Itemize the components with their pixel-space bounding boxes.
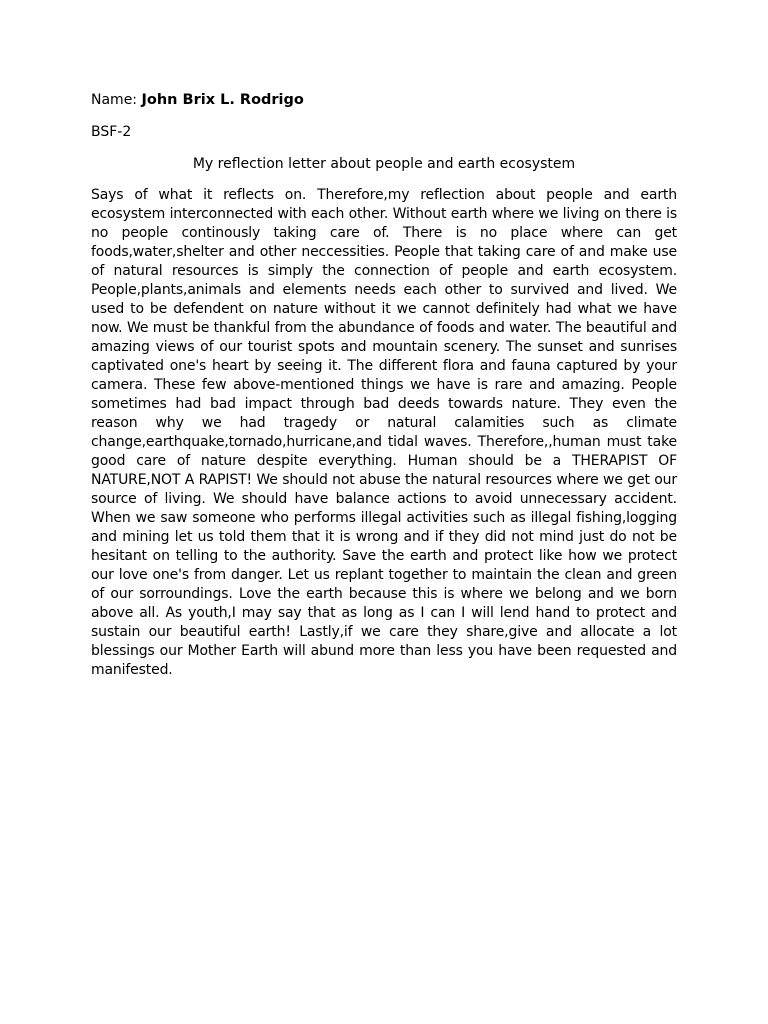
author-line bbox=[91, 90, 304, 110]
author-name: John Brix L. Rodrigo bbox=[141, 92, 304, 108]
body-paragraph: Says of what it reflects on. Therefore,my reflection about people and earth ecosystem interconnected with each other. Without earth where we living on there is no people continously taking care of. There is no place where can get foods,water,shelter and other neccessities. People that taking care of and make use of natural resources is simply the connection of people and earth ecosystem. People,plants,animals and elements needs each other to survived and lived. We used to be defendent on nature without it we cannot definitely had what we have now. We must be thankful from the abundance of foods and water. The beautiful and amazing views of our tourist spots and mountain scenery. The sunset and sunrises captivated one's heart by seeing it. The different flora and fauna captured by your camera. These few above-mentioned things we have is rare and amazing. People sometimes had bad impact through bad deeds towards nature. They even the reason why we had tragedy or natural calamities such as climate change,earthquake,tornado,hurricane,and tidal waves. Therefore,,human must take good care of nature despite everything. Human should be a THERAPIST OF NATURE,NOT A RAPIST! We should not abuse the natural resources where we get our source of living. We should have balance actions to avoid unnecessary accident. When we saw someone who performs illegal activities such as illegal fishing,logging and mining let us told them that it is wrong and if they did not mind just do not be hesitant on telling to the authority. Save the earth and protect like how we protect our love one's from danger. Let us replant together to maintain the clean and green of our sorroundings. Love the earth because this is where we belong and we born above all. As youth,I may say that as long as I can I will lend hand to protect and sustain our beautiful earth! Lastly,if we care they share,give and allocate a lot blessings our Mother Earth will abund more than less you have been requested and manifested. bbox=[91, 187, 677, 678]
document-title: My reflection letter about people and earth ecosystem bbox=[192, 156, 576, 172]
course-section: BSF-2 bbox=[91, 124, 132, 140]
name-label: Name: bbox=[91, 92, 138, 108]
